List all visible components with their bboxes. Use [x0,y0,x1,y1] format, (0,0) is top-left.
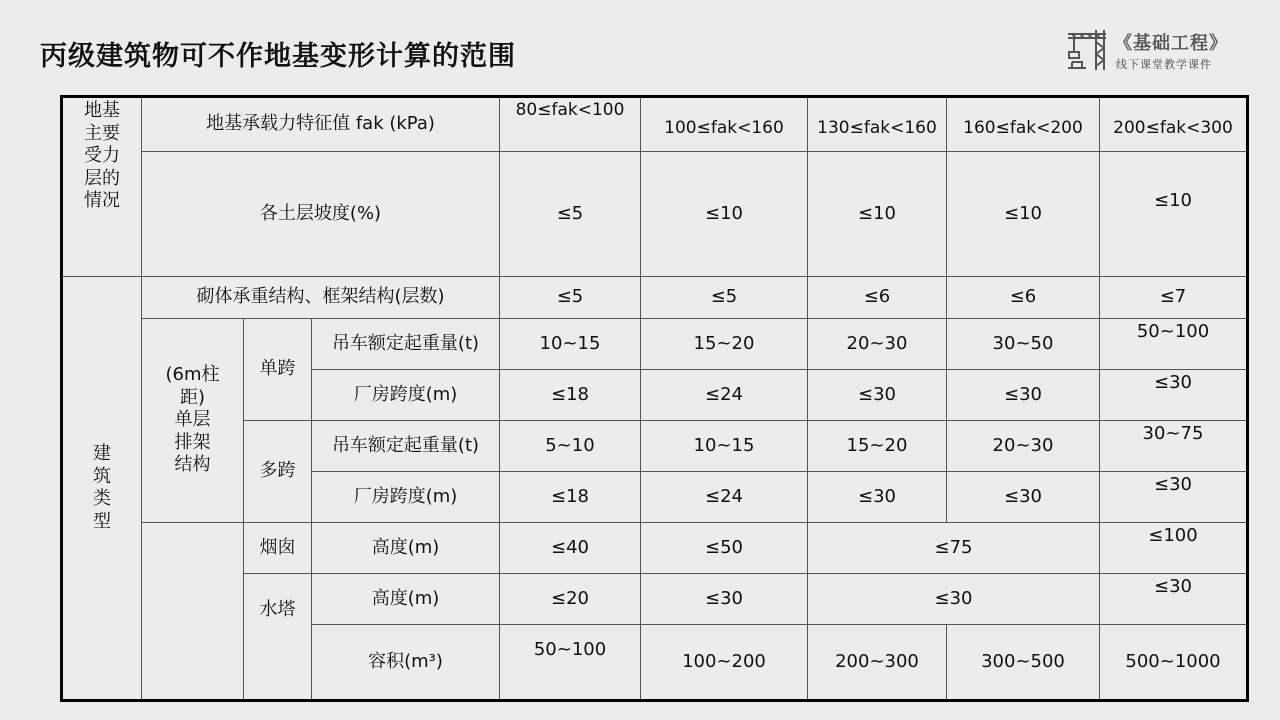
chimney-label: 烟囱 [244,523,312,574]
height-label: 高度(m) [312,574,500,625]
multi-crane-value: 5~10 [500,421,641,472]
fak-range-1: 80≤fak<100 [500,97,641,152]
single-span-value: ≤24 [641,370,808,421]
foundation-table [60,95,1249,702]
multi-crane-value: 15~20 [808,421,947,472]
tower-volume-value: 100~200 [641,625,808,701]
chimney-height-value: ≤40 [500,523,641,574]
masonry-value: ≤6 [947,277,1100,319]
fak-range-3: 130≤fak<160 [808,97,947,152]
masonry-label: 砌体承重结构、框架结构(层数) [142,277,500,319]
masonry-value: ≤5 [500,277,641,319]
slope-label: 各土层坡度(%) [142,152,500,277]
tower-height-value: ≤30 [808,574,1100,625]
single-span-value: ≤18 [500,370,641,421]
masonry-value: ≤7 [1100,277,1248,319]
multi-span-value: ≤30 [1100,472,1248,523]
multi-span-value: ≤30 [808,472,947,523]
multi-crane-value: 20~30 [947,421,1100,472]
fak-range-2: 100≤fak<160 [641,97,808,152]
bent-structure-label: (6m柱 距) 单层 排架 结构 [142,319,244,523]
tower-volume-value: 200~300 [808,625,947,701]
chimney-height-value: ≤50 [641,523,808,574]
single-span-value: ≤30 [1100,370,1248,421]
masonry-value: ≤6 [808,277,947,319]
water-tower-label: 水塔 [244,574,312,701]
logo-title: 《基础工程》 [1114,33,1228,54]
crane-capacity-label: 吊车额定起重量(t) [312,319,500,370]
logo-subtitle: 线下课堂教学课件 [1116,58,1212,71]
single-crane-value: 50~100 [1100,319,1248,370]
slope-value: ≤10 [1100,152,1248,277]
soil-condition-label: 地基 主要 受力 层的 情况 [62,97,142,277]
single-crane-value: 30~50 [947,319,1100,370]
slope-value: ≤10 [947,152,1100,277]
single-crane-value: 10~15 [500,319,641,370]
slope-value: ≤10 [808,152,947,277]
tower-height-value: ≤30 [1100,574,1248,625]
crane-capacity-label: 吊车额定起重量(t) [312,421,500,472]
slope-value: ≤10 [641,152,808,277]
single-crane-value: 15~20 [641,319,808,370]
tower-height-value: ≤20 [500,574,641,625]
height-label: 高度(m) [312,523,500,574]
single-span-value: ≤30 [947,370,1100,421]
tower-volume-value: 300~500 [947,625,1100,701]
multi-span-value: ≤18 [500,472,641,523]
multi-span-value: ≤30 [947,472,1100,523]
tower-height-value: ≤30 [641,574,808,625]
single-span-value: ≤30 [808,370,947,421]
chimney-height-value: ≤75 [808,523,1100,574]
volume-label: 容积(m³) [312,625,500,701]
multi-span-value: ≤24 [641,472,808,523]
multi-crane-value: 30~75 [1100,421,1248,472]
tower-volume-value: 500~1000 [1100,625,1248,701]
fak-label: 地基承载力特征值 fak (kPa) [142,97,500,152]
building-type-label: 建 筑 类 型 [62,277,142,701]
multi-crane-value: 10~15 [641,421,808,472]
plant-span-label: 厂房跨度(m) [312,370,500,421]
single-crane-value: 20~30 [808,319,947,370]
slide-title: 丙级建筑物可不作地基变形计算的范围 [40,41,516,72]
multi-span-label: 多跨 [244,421,312,523]
single-span-label: 单跨 [244,319,312,421]
blank-cell [142,523,244,701]
fak-range-4: 160≤fak<200 [947,97,1100,152]
slope-value: ≤5 [500,152,641,277]
tower-volume-value: 50~100 [500,625,641,701]
course-logo [1066,28,1256,76]
plant-span-label: 厂房跨度(m) [312,472,500,523]
chimney-height-value: ≤100 [1100,523,1248,574]
crane-icon [1066,28,1112,72]
fak-range-5: 200≤fak<300 [1100,97,1248,152]
masonry-value: ≤5 [641,277,808,319]
